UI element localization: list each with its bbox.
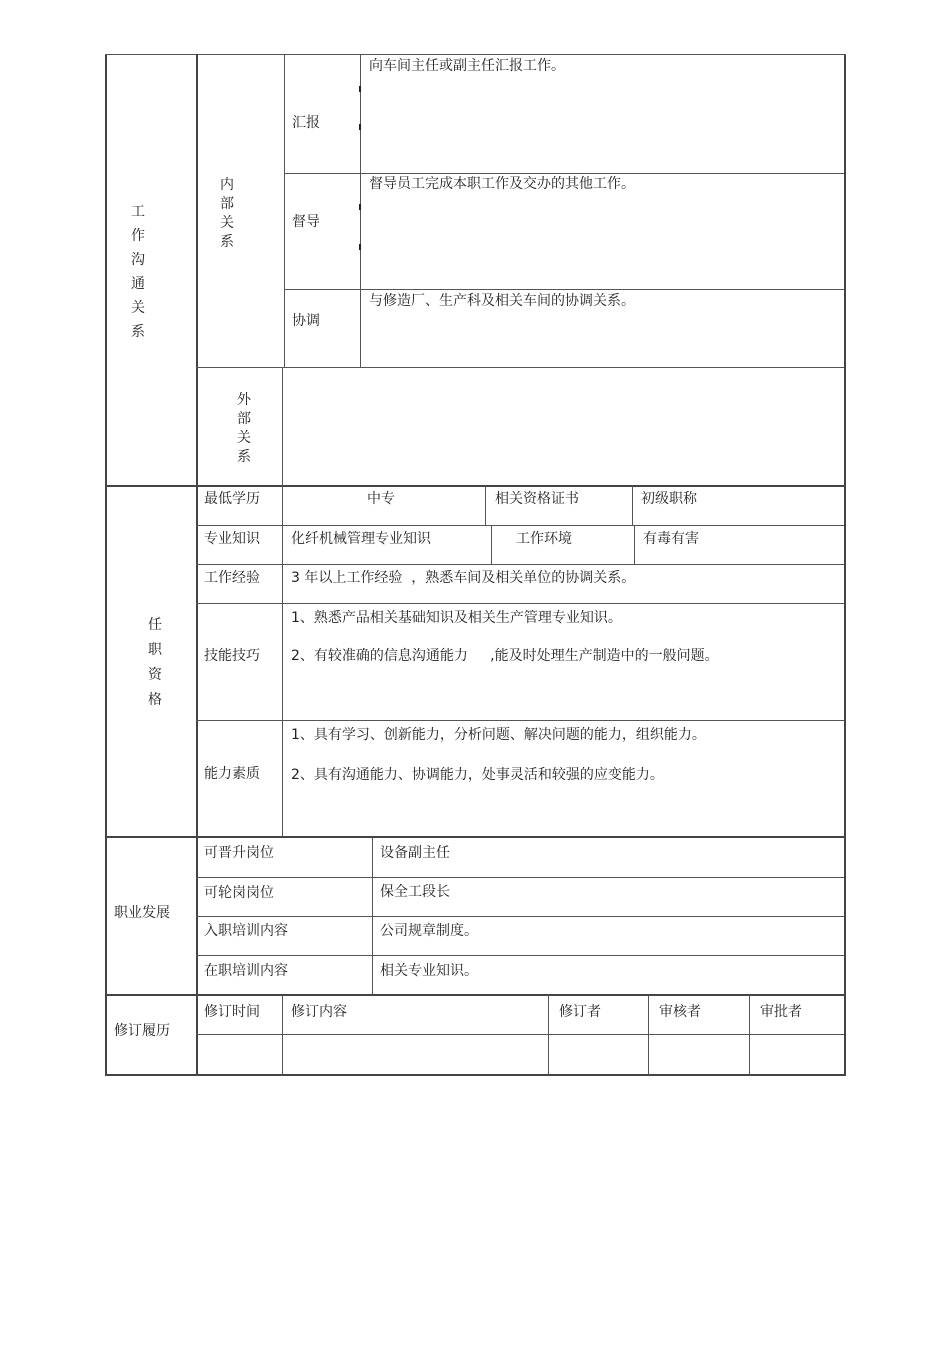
environment-label: 工作环境 xyxy=(516,531,572,547)
ability-item: 2、具有沟通能力、协调能力，处事灵活和较强的应变能力。 xyxy=(291,767,664,783)
education-label: 最低学历 xyxy=(204,491,260,507)
cert-label: 相关资格证书 xyxy=(495,491,579,507)
supervise-label: 督导 xyxy=(292,214,320,230)
career-section-label: 职业发展 xyxy=(114,905,170,921)
external-relations-label: 外 部 关 系 xyxy=(237,392,251,465)
coordinate-content: 与修造厂、生产科及相关车间的协调关系。 xyxy=(369,293,635,309)
communication-section-label: 工 作 沟 通 关 系 xyxy=(131,204,145,340)
supervise-content: 督导员工完成本职工作及交办的其他工作。 xyxy=(369,176,635,192)
revision-header-content: 修订内容 xyxy=(291,1004,347,1020)
coordinate-label: 协调 xyxy=(292,313,320,329)
promotion-value: 设备副主任 xyxy=(380,845,450,861)
revision-header-reviser: 修订者 xyxy=(559,1004,601,1020)
knowledge-label: 专业知识 xyxy=(204,531,260,547)
rotation-value: 保全工段长 xyxy=(380,884,450,900)
ability-item: 1、具有学习、创新能力，分析问题、解决问题的能力，组织能力。 xyxy=(291,727,706,743)
experience-value: 3 年以上工作经验 ，熟悉车间及相关单位的协调关系。 xyxy=(291,570,636,586)
cert-value: 初级职称 xyxy=(641,491,697,507)
environment-value: 有毒有害 xyxy=(643,531,699,547)
ability-label: 能力素质 xyxy=(204,766,260,782)
skills-label: 技能技巧 xyxy=(204,648,260,664)
promotion-label: 可晋升岗位 xyxy=(204,845,274,861)
rotation-label: 可轮岗岗位 xyxy=(204,885,274,901)
education-value: 中专 xyxy=(367,491,395,507)
revision-header-approver: 审批者 xyxy=(760,1004,802,1020)
onboarding-training-label: 入职培训内容 xyxy=(204,923,288,939)
onboarding-training-value: 公司规章制度。 xyxy=(380,923,478,939)
internal-relations-label: 内 部 关 系 xyxy=(220,177,234,250)
skill-item: 1、熟悉产品相关基础知识及相关生产管理专业知识。 xyxy=(291,610,622,626)
inservice-training-value: 相关专业知识。 xyxy=(380,963,478,979)
report-label: 汇报 xyxy=(292,115,320,131)
skill-item: 2、有较准确的信息沟通能力 ,能及时处理生产制造中的一般问题。 xyxy=(291,648,719,664)
inservice-training-label: 在职培训内容 xyxy=(204,963,288,979)
knowledge-value: 化纤机械管理专业知识 xyxy=(291,531,431,547)
revision-section-label: 修订履历 xyxy=(114,1023,170,1039)
job-description-table xyxy=(105,54,846,1075)
qualification-section-label: 任 职 资 格 xyxy=(148,617,162,708)
revision-header-time: 修订时间 xyxy=(204,1004,260,1020)
experience-label: 工作经验 xyxy=(204,570,260,586)
report-content: 向车间主任或副主任汇报工作。 xyxy=(369,58,565,74)
revision-header-reviewer: 审核者 xyxy=(659,1004,701,1020)
